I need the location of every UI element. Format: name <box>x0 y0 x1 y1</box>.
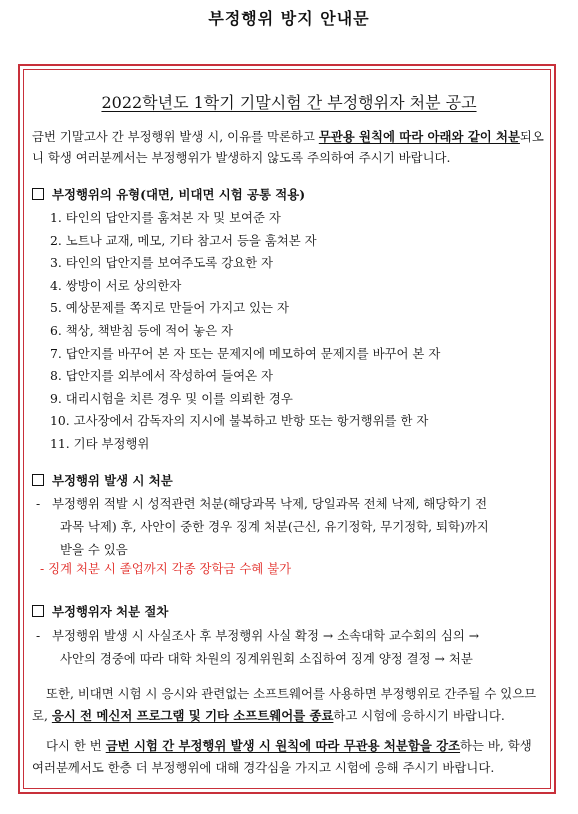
page-title: 부정행위 방지 안내문 <box>208 9 370 28</box>
final-text-3: 하는 바, 학생 여러분께서도 한층 더 부정행위에 대해 경각심을 가지고 시험에 응해 주시기 바랍니다. <box>32 738 532 775</box>
procedure-heading-text: 부정행위자 처분 절차 <box>52 604 169 619</box>
list-item: 11. 기타 부정행위 <box>50 435 150 451</box>
final-emphasis: 금번 시험 간 부정행위 발생 시 원칙에 따라 무관용 처분함을 강조 <box>105 738 461 753</box>
penalty-heading <box>32 470 546 491</box>
dash-marker: - <box>36 496 41 511</box>
software-text-3: 하고 시험에 응하시기 바랍니다. <box>333 708 505 723</box>
types-heading <box>32 184 546 205</box>
list-item: 4. 쌍방이 서로 상의한자 <box>50 277 182 293</box>
intro-emphasis: 무관용 원칙에 따라 아래와 같이 처분 <box>318 129 520 144</box>
software-text-1: 또한, 비대면 시험 시 응시와 관련없는 소프트웨어를 사용하면 부정행위로 간주될 수 있으므로, <box>32 686 537 723</box>
list-item: 7. 답안지를 바꾸어 본 자 또는 문제지에 메모하여 문제지를 바꾸어 본 자 <box>50 345 441 361</box>
checkbox-square-icon <box>32 605 44 617</box>
list-item: 1. 타인의 답안지를 훔쳐본 자 및 보여준 자 <box>50 210 281 225</box>
list-item: 5. 예상문제를 쪽지로 만들어 가지고 있는 자 <box>50 300 289 316</box>
violation-types-list <box>50 207 540 456</box>
list-item: 10. 고사장에서 감독자의 지시에 불복하고 반항 또는 항거행위를 한 자 <box>50 413 429 429</box>
list-item: 3. 타인의 답안지를 보여주도록 강요한 자 <box>50 255 274 271</box>
penalty-heading-text: 부정행위 발생 시 처분 <box>52 473 173 488</box>
intro-text-1: 금번 기말고사 간 부정행위 발생 시, 이유를 막론하고 <box>32 129 319 144</box>
final-text-1: 다시 한 번 <box>46 738 106 753</box>
penalty-description <box>36 492 548 561</box>
procedure-line-2: 사안의 경중에 따라 대학 차원의 징계위원회 소집하여 징계 양정 결정 → 처분 <box>60 651 473 666</box>
list-item: 9. 대리시험을 치른 경우 및 이를 의뢰한 경우 <box>50 390 293 406</box>
penalty-line-3: 받을 수 있음 <box>60 542 128 557</box>
dash-marker: - <box>36 628 41 643</box>
penalty-line-2: 과목 낙제) 후, 사안이 중한 경우 징계 처분(근신, 유기정학, 무기정학, 퇴학)까지 <box>60 519 489 534</box>
final-paragraph <box>32 735 546 779</box>
types-heading-text: 부정행위의 유형(대면, 비대면 시험 공통 적용) <box>52 187 306 202</box>
penalty-line-1: 부정행위 적발 시 성적관련 처분(해당과목 낙제, 당일과목 전체 낙제, 해당학기 전 <box>52 496 488 511</box>
notice-title <box>0 90 578 113</box>
scholarship-warning: - 징계 처분 시 졸업까지 각종 장학금 수혜 불가 <box>40 561 292 576</box>
list-item: 6. 책상, 책받침 등에 적어 놓은 자 <box>50 322 234 338</box>
software-paragraph <box>32 683 546 727</box>
list-item: 8. 답안지를 외부에서 작성하여 들여온 자 <box>50 368 274 384</box>
procedure-line-1: 부정행위 발생 시 사실조사 후 부정행위 사실 확정 → 소속대학 교수회의 심의 → <box>52 628 480 643</box>
checkbox-square-icon <box>32 474 44 486</box>
list-item: 2. 노트나 교재, 메모, 기타 참고서 등을 훔쳐본 자 <box>50 232 317 248</box>
checkbox-square-icon <box>32 188 44 200</box>
procedure-description <box>36 624 548 670</box>
intro-paragraph <box>32 126 546 168</box>
intro-text-3: 되오니 학생 여러분께서는 부정행위가 발생하지 않도록 주의하여 주시기 바랍니다. <box>32 129 544 165</box>
procedure-heading <box>32 601 546 622</box>
software-emphasis: 응시 전 메신저 프로그램 및 기타 소프트웨어를 종료 <box>51 708 334 723</box>
notice-title-text: 2022학년도 1학기 기말시험 간 부정행위자 처분 공고 <box>101 93 477 112</box>
